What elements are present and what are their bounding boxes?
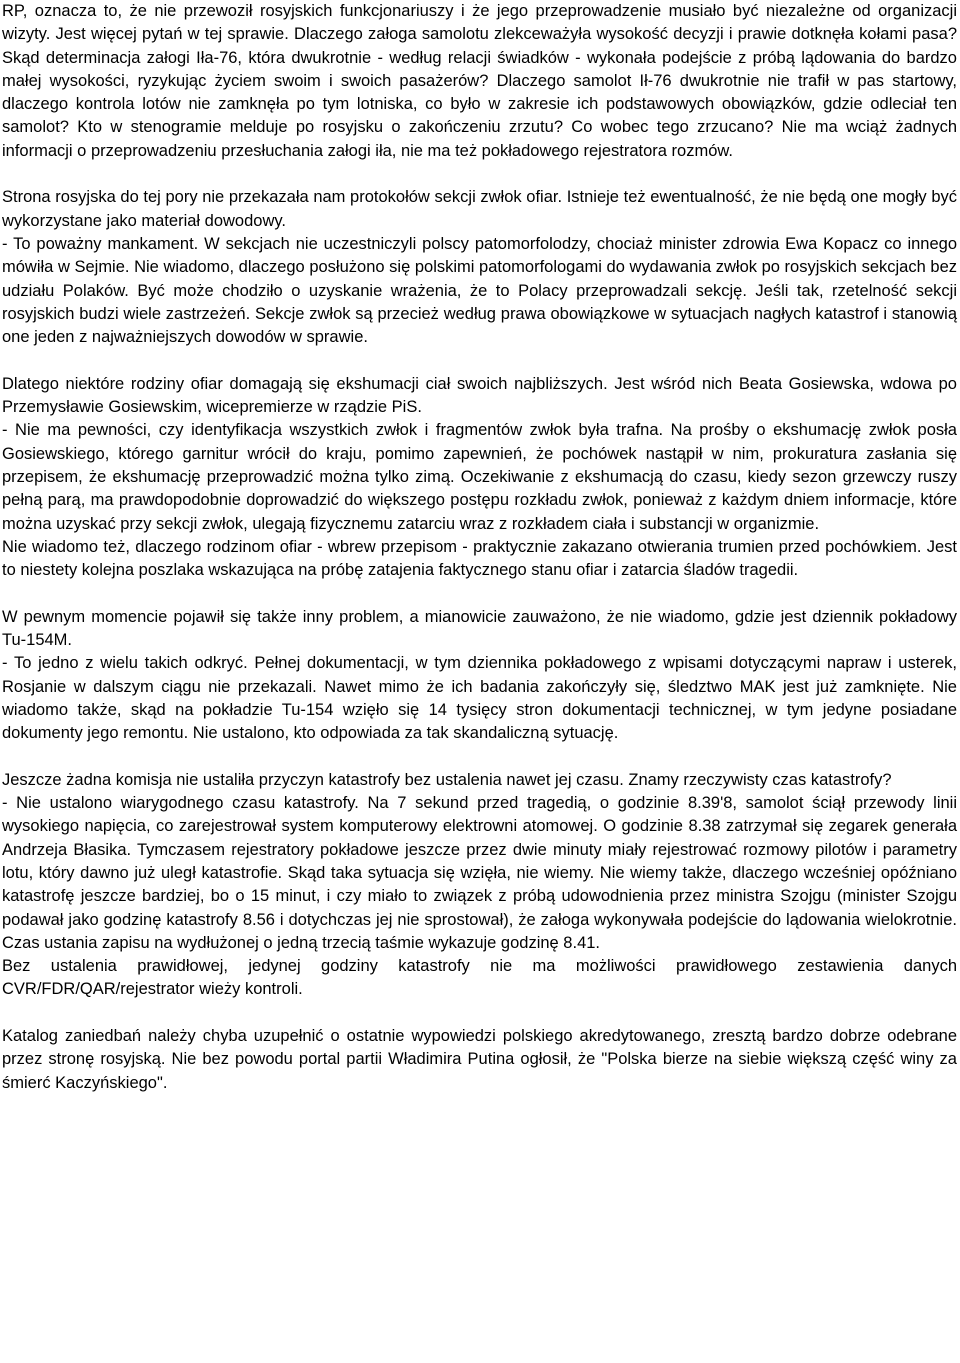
paragraph-2 <box>2 186 957 349</box>
article-text <box>2 0 957 1118</box>
paragraph-4 <box>2 606 957 746</box>
text-line: - To poważny mankament. W sekcjach nie uczestniczyli polscy patomorfolodzy, chociaż minister zdrowia Ewa Kopacz co innego mówiła w Sejmie. Nie wiadomo, dlaczego posłużono się polskimi patomorfologami do wydawania zwłok po rosyjskich sekcjach bez udziału Polaków. Być może chodziło o uzyskanie wrażenia, że to Polacy przeprowadzali sekcję. Jeśli tak, rzetelność sekcji rosyjskich budzi wiele zastrzeżeń. Sekcje zwłok są przecież według prawa obowiązkowe w sytuacjach nagłych katastrof i stanowią one jeden z najważniejszych dowodów w sprawie. <box>2 234 957 347</box>
paragraph-1 <box>2 0 957 163</box>
text-line: Jeszcze żadna komisja nie ustaliła przyczyn katastrofy bez ustalenia nawet jej czasu. Znamy rzeczywisty czas katastrofy? <box>2 770 892 789</box>
text-line: Dlatego niektóre rodziny ofiar domagają się ekshumacji ciał swoich najbliższych. Jest wśród nich Beata Gosiewska, wdowa po Przemysławie Gosiewskim, wicepremierze w rządzie PiS. <box>2 374 957 417</box>
text-line: - Nie ustalono wiarygodnego czasu katastrofy. Na 7 sekund przed tragedią, o godzinie 8.39'8, samolot ściął przewody linii wysokiego napięcia, co zarejestrował system komputerowy elektrowni atomowej. O godzinie 8.38 zatrzymał się zegarek generała Andrzeja Błasika. Tymczasem rejestratory pokładowe jeszcze przez dwie minuty miały rejestrować rozmowy pilotów i parametry lotu, który dawno już uległ katastrofie. Skąd taka sytuacja się wzięła, nie wiemy. Nie wiemy także, dlaczego wcześniej opóźniano katastrofę jeszcze bardziej, bo o 15 minut, i czy miało to związek z próbą udowodnienia przez ministra Szojgu (minister Szojgu podawał jako godzinę katastrofy 8.56 i dotychczas jej nie sprostował), że załoga wykonywała podejście do lądowania wielokrotnie. Czas ustania zapisu na wydłużonej o jedną trzecią taśmie wykazuje godzinę 8.41. <box>2 794 957 952</box>
text-line: Nie wiadomo też, dlaczego rodzinom ofiar - wbrew przepisom - praktycznie zakazano otwierania trumien przed pochówkiem. Jest to niestety kolejna poszlaka wskazująca na próbę zatajenia faktycznego stanu ofiar i zatarcia śladów tragedii. <box>2 537 957 580</box>
text-line: Strona rosyjska do tej pory nie przekazała nam protokołów sekcji zwłok ofiar. Istnieje też ewentualność, że nie będą one mogły być wykorzystane jako materiał dowodowy. <box>2 188 957 230</box>
text-line: RP, oznacza to, że nie przewoził rosyjskich funkcjonariuszy i że jego przeprowadzenie musiało być niezależne od organizacji wizyty. Jest więcej pytań w tej sprawie. Dlaczego załoga samolotu zlekceważyła wysokość decyzji i prawie dotknęła kołami pasa? Skąd determinacja załogi Iła-76, która dwukrotnie - według relacji świadków - wykonała podejście z próbą lądowania do bardzo małej wysokości, ryzykując życiem swoim i swoich pasażerów? Dlaczego samolot Ił-76 dwukrotnie nie trafił w pas startowy, dlaczego kontrola lotów nie zamknęła po tym lotniska, co było w zakresie ich podstawowych obowiązków, gdzie odleciał ten samolot? Kto w stenogramie melduje po rosyjsku o zakończeniu zrzutu? Co wobec tego zrzucano? Nie ma wciąż żadnych informacji o przeprowadzeniu przesłuchania załogi iła, nie ma też pokładowego rejestratora rozmów. <box>2 2 957 160</box>
text-line: Bez ustalenia prawidłowej, jedynej godziny katastrofy nie ma możliwości prawidłowego zestawienia danych CVR/FDR/QAR/rejestrator wieży kontroli. <box>2 957 957 999</box>
paragraph-3 <box>2 373 957 583</box>
text-line: - To jedno z wielu takich odkryć. Pełnej dokumentacji, w tym dziennika pokładowego z wpisami dotyczącymi napraw i usterek, Rosjanie w dalszym ciągu nie przekazali. Nawet mimo że ich badania zakończyły się, śledztwo MAK jest już zamknięte. Nie wiadomo także, skąd na pokładzie Tu-154 wzięło się 14 tysięcy stron dokumentacji technicznej, w tym jedyne posiadane dokumenty jego remontu. Nie ustalono, kto odpowiada za tak skandaliczną sytuację. <box>2 654 957 743</box>
paragraph-6 <box>2 1025 957 1095</box>
text-line: W pewnym momencie pojawił się także inny problem, a mianowicie zauważono, że nie wiadomo, gdzie jest dziennik pokładowy Tu-154M. <box>2 607 957 650</box>
text-line: - Nie ma pewności, czy identyfikacja wszystkich zwłok i fragmentów zwłok była trafna. Na prośby o ekshumację zwłok posła Gosiewskiego, którego garnitur wrócił do kraju, pomimo zapewnień, że pochówek nastąpił w nim, prokuratura zasłania się przepisem, że ekshumację przeprowadzić można tylko zimą. Oczekiwanie z ekshumacją do czasu, kiedy sezon grzewczy ruszy pełną parą, ma prawdopodobnie doprowadzić do większego postępu rozkładu zwłok, ponieważ z każdym dniem informacje, które można uzyskać przy sekcji zwłok, ulegają fizycznemu zatarciu wraz z rozkładem ciała i substancji w organizmie. <box>2 421 957 533</box>
text-line: Katalog zaniedbań należy chyba uzupełnić o ostatnie wypowiedzi polskiego akredytowanego, zresztą bardzo dobrze odebrane przez stronę rosyjską. Nie bez powodu portal partii Władimira Putina ogłosił, że "Polska bierze na siebie większą część winy za śmierć Kaczyńskiego". <box>2 1027 957 1092</box>
paragraph-5 <box>2 769 957 1002</box>
